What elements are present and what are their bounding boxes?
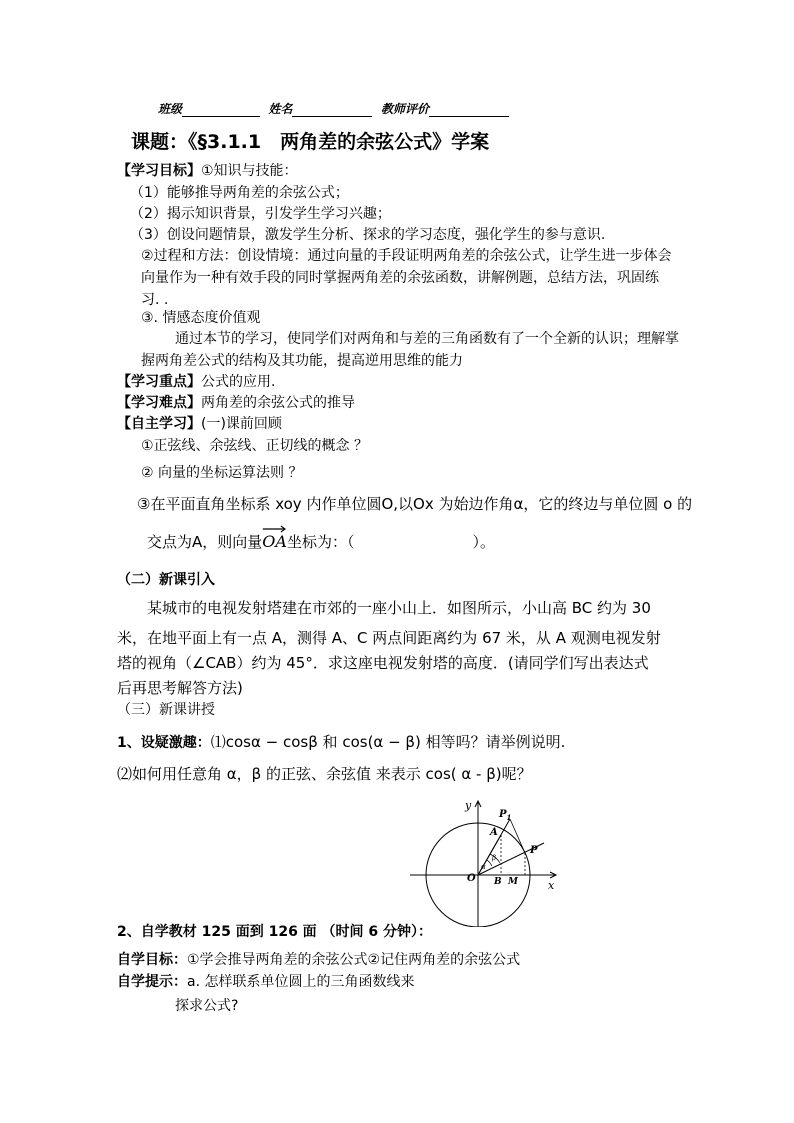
label-o: O [467, 873, 476, 884]
attitude-head: ③. 情感态度价值观 [141, 310, 261, 326]
section3-head: （三）新课讲授 [117, 702, 215, 718]
name-blank[interactable] [292, 102, 372, 117]
process-line-2: 向量作为一种有效手段的同时掌握两角差的余弦函数，讲解例题，总结方法，巩固练 [141, 270, 659, 286]
attitude-line-2: 握两角差公式的结构及其功能，提高逆用思维的能力 [141, 353, 463, 369]
section3-q1-text: ⑴cosα − cosβ 和 cos(α − β) 相等吗？请举例说明. [210, 733, 566, 751]
key-point-text: 公式的应用. [201, 374, 276, 390]
self-study-head: (一)课前回顾 [201, 416, 282, 432]
name-label: 姓名 [268, 102, 293, 116]
review-q1: ①正弦线、余弦线、正切线的概念 ？ [141, 438, 369, 454]
vector-arrow-icon [262, 525, 287, 533]
goals-line [117, 160, 298, 180]
attitude-line-1: 通过本节的学习，使同学们对两角和与差的三角函数有了一个全新的认识；理解掌 [175, 331, 679, 347]
q3-text-c: ）。 [472, 533, 495, 551]
label-m: M [508, 877, 518, 887]
review-q3-line1: ③在平面直角坐标系 xoy 内作单位圆O,以Ox 为始边作角α，它的终边与单位圆 o 的 [137, 495, 693, 513]
goals-tag: 【学习目标】 [117, 163, 201, 179]
header-row [158, 100, 509, 117]
label-p: P [530, 845, 538, 856]
label-y: y [465, 799, 472, 812]
section3-q2: ⑵如何用任意角 α，β 的正弦、余弦值 来表示 cos( α - β)呢？ [117, 765, 532, 783]
study2-head: 2、自学教材 125 面到 126 面 （时间 6 分钟）： [117, 924, 433, 940]
self-study-tag: 【自主学习】 [117, 416, 201, 432]
review-q2: ② 向量的坐标运算法则 ？ [141, 465, 303, 481]
label-a: A [490, 827, 498, 838]
self-study-line [117, 413, 282, 433]
goal-item-1: （1）能够推导两角差的余弦公式； [130, 185, 349, 201]
study2-hint-text: a. 怎样联系单位圆上的三角函数线来 [187, 974, 415, 990]
study2-hint-text2: 探求公式? [175, 998, 239, 1014]
section2-line2: 米，在地平面上有一点 A，测得 A、C 两点间距离约为 67 米，从 A 观测电视发射 [117, 629, 661, 647]
study2-hint [117, 971, 414, 991]
section3-q1 [117, 731, 565, 752]
unit-circle-figure [410, 797, 560, 927]
study2-hint-tag: 自学提示： [117, 974, 187, 990]
label-b: B [494, 877, 502, 887]
label-p1: $P_1$ [499, 809, 512, 822]
vector-oa [262, 532, 287, 551]
section2-line4: 后再思考解答方法) [117, 679, 243, 697]
key-point-line [117, 371, 275, 391]
key-point-tag: 【学习重点】 [117, 374, 201, 390]
class-blank[interactable] [182, 102, 260, 117]
vector-label: OA [262, 532, 287, 551]
process-line-1: ②过程和方法：创设情境：通过向量的手段证明两角差的余弦公式，让学生进一步体会 [141, 248, 672, 264]
goals-intro: ①知识与技能： [201, 163, 298, 179]
teacher-label: 教师评价 [380, 102, 429, 116]
q3-text-a: 交点为A，则向量 [147, 533, 263, 551]
study2-goal-tag: 自学目标： [117, 952, 187, 968]
teacher-blank[interactable] [429, 102, 509, 117]
process-line-3: 习. . [141, 292, 169, 308]
difficulty-line [117, 392, 355, 412]
study2-goal [117, 949, 520, 969]
label-x: x [548, 879, 555, 892]
difficulty-tag: 【学习难点】 [117, 395, 201, 411]
class-label: 班级 [158, 102, 183, 116]
section2-line3: 塔的视角（∠CAB）约为 45°．求这座电视发射塔的高度．(请同学们写出表达式 [117, 654, 649, 672]
q3-text-b: 坐标为：（ [286, 533, 355, 551]
goal-item-2: （2）揭示知识背景，引发学生学习兴趣； [130, 206, 391, 222]
label-alpha: α [481, 863, 486, 871]
section2-line1: 某城市的电视发射塔建在市郊的一座小山上．如图所示，小山高 BC 约为 30 [147, 599, 651, 617]
difficulty-text: 两角差的余弦公式的推导 [201, 395, 355, 411]
page-title: 课题：《§3.1.1 两角差的余弦公式》学案 [131, 131, 490, 153]
section2-head: （二）新课引入 [117, 572, 215, 588]
study2-goal-text: ①学会推导两角差的余弦公式②记住两角差的余弦公式 [187, 952, 521, 968]
section3-q1-tag: 1、设疑激趣： [117, 735, 211, 751]
label-beta: β [492, 854, 497, 862]
review-q3-line2 [147, 531, 495, 552]
goal-item-3: （3）创设问题情景，激发学生分析、探求的学习态度，强化学生的参与意识. [130, 227, 606, 243]
